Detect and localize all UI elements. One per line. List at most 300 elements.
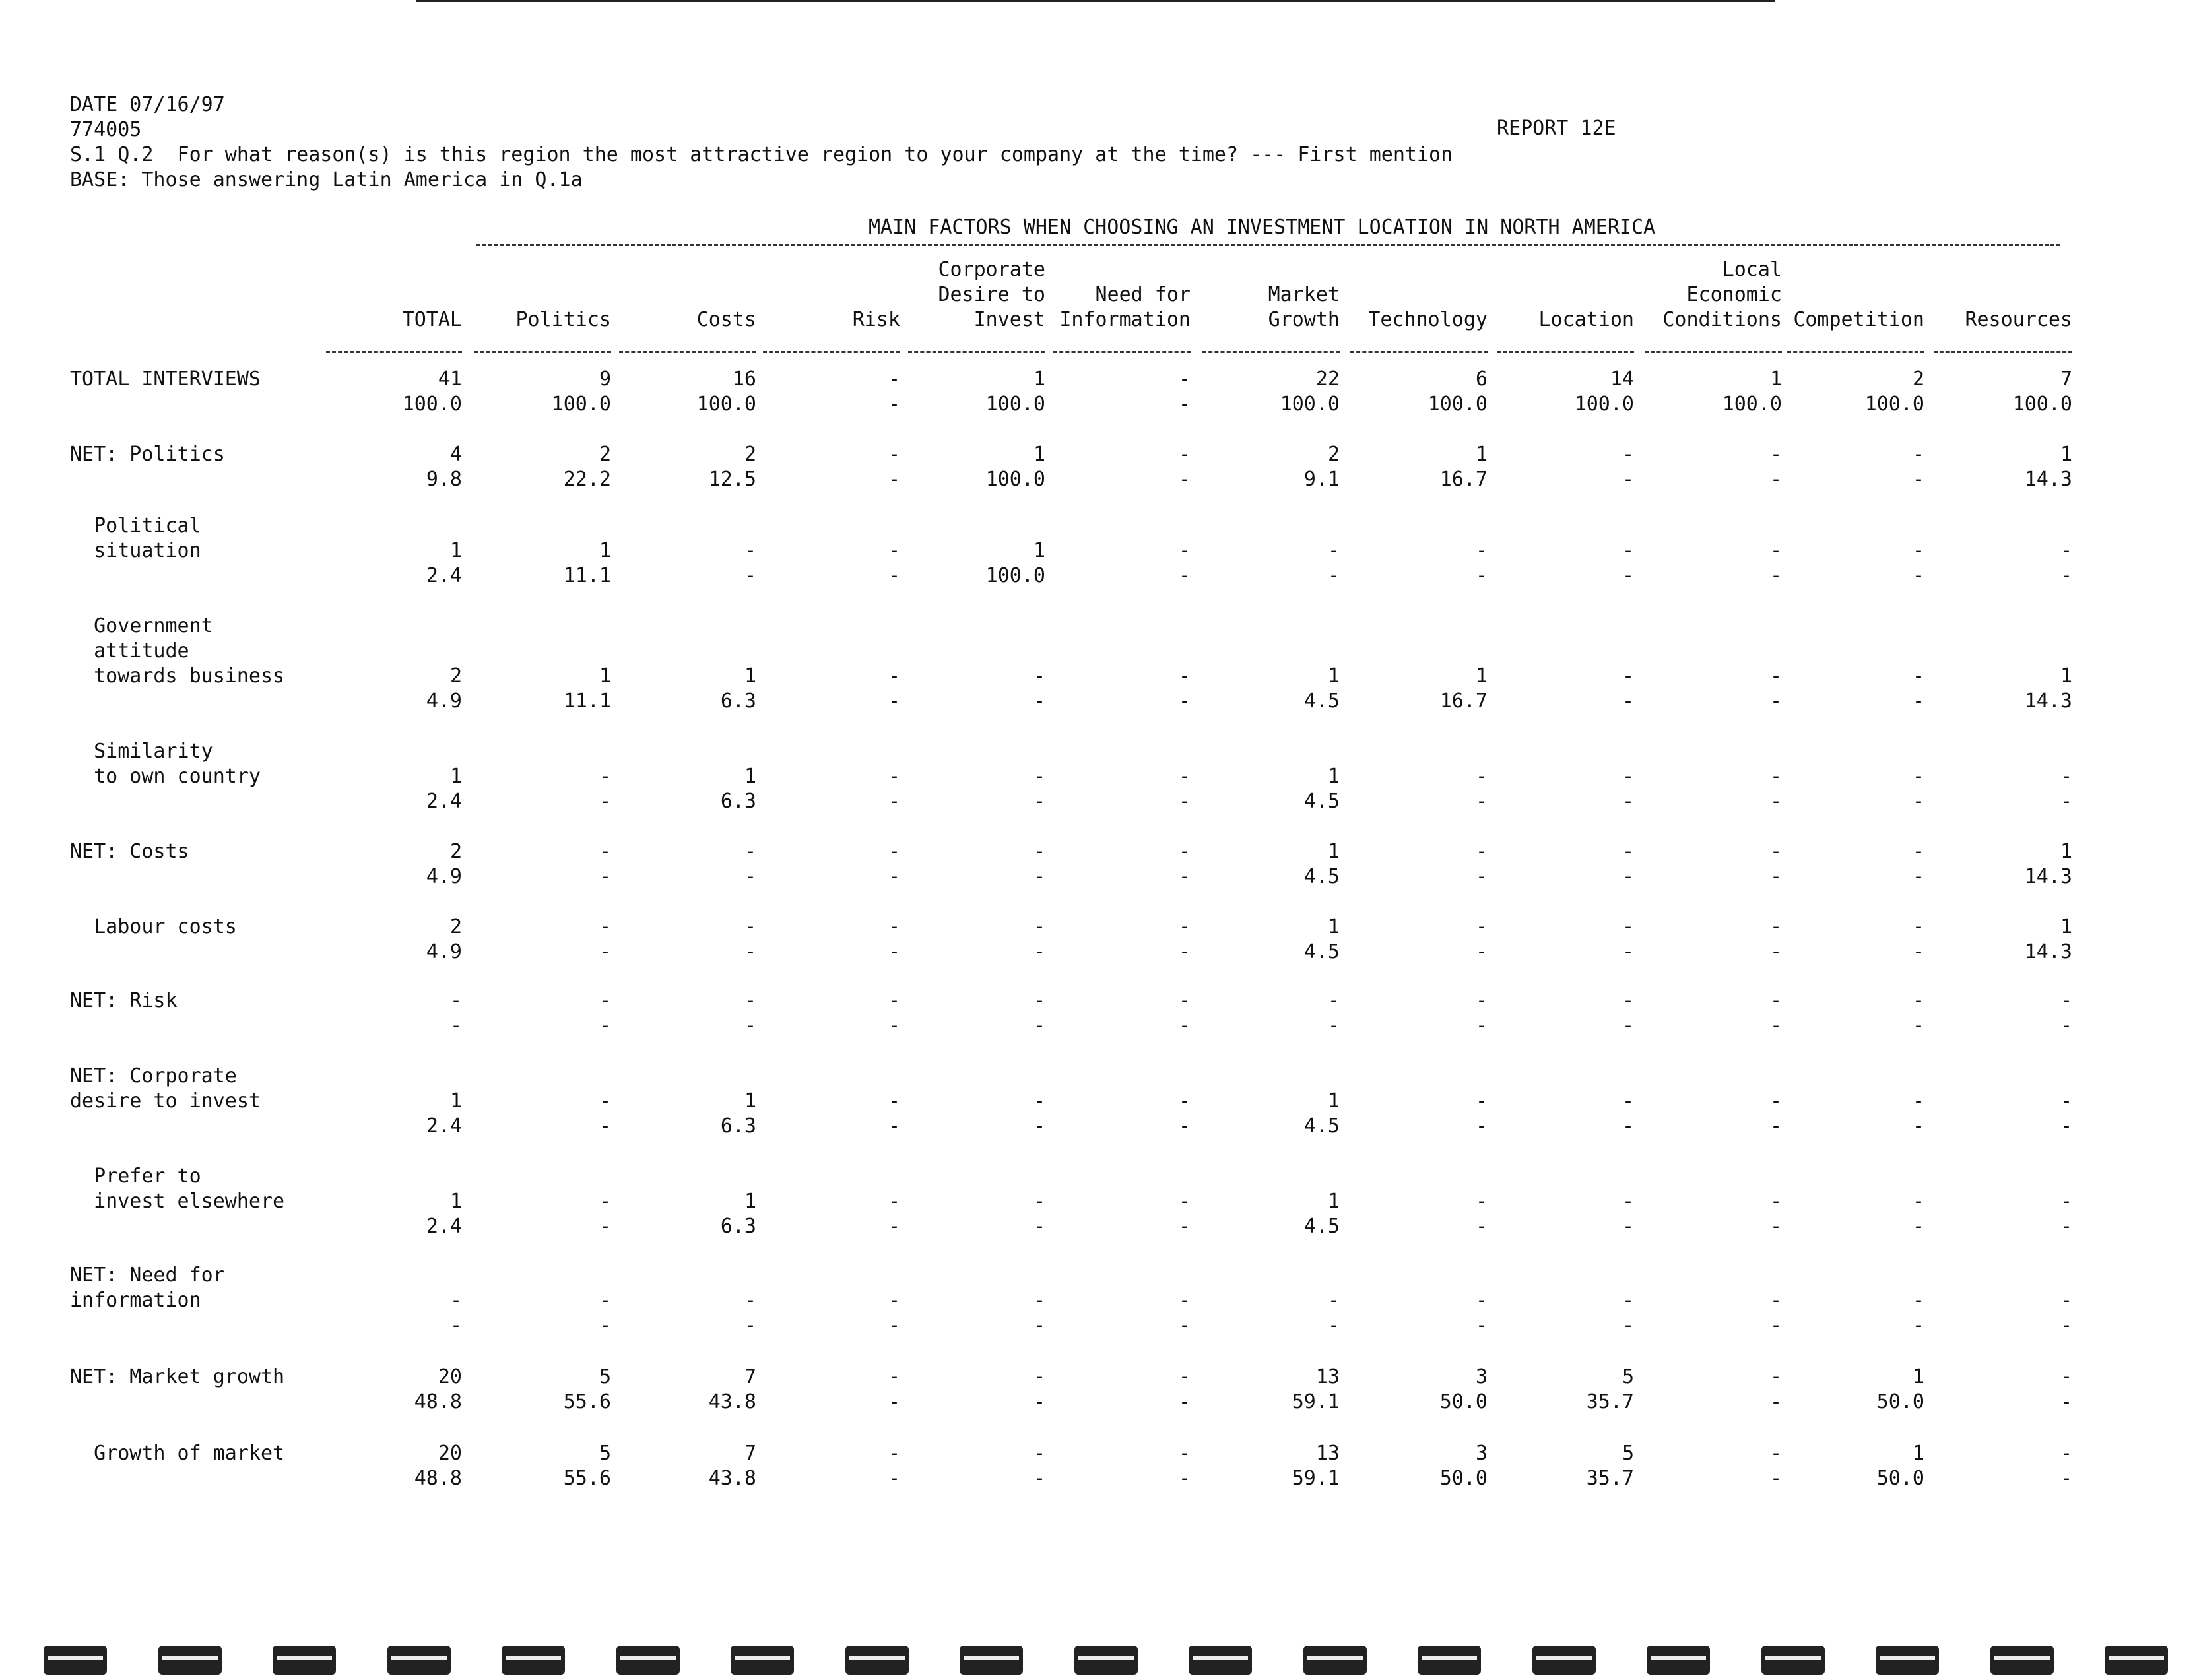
table-cell xyxy=(466,1441,611,1491)
table-cell xyxy=(1637,1288,1782,1338)
table-cell xyxy=(1489,442,1634,492)
cell-count: - xyxy=(1327,1289,1340,1312)
table-cell xyxy=(755,1089,900,1139)
cell-percent: - xyxy=(1178,1467,1191,1490)
cell-count: - xyxy=(888,664,900,688)
cell-count: - xyxy=(2060,1089,2072,1113)
column-header-rule xyxy=(326,351,462,353)
cell-count: 5 xyxy=(599,1442,611,1465)
table-cell xyxy=(466,442,611,492)
cell-percent: - xyxy=(1622,1215,1634,1238)
question-text: S.1 Q.2 For what reason(s) is this region the most attractive region to your company at the time? --- First mention xyxy=(70,143,1453,166)
table-cell xyxy=(1195,1441,1340,1491)
cell-percent: - xyxy=(888,790,900,813)
table-cell xyxy=(1195,1189,1340,1239)
cell-count: 2 xyxy=(1912,368,1924,391)
cell-percent: - xyxy=(1769,690,1782,713)
cell-percent: - xyxy=(1178,1390,1191,1413)
cell-percent: 4.5 xyxy=(1303,690,1340,713)
cell-count: - xyxy=(888,443,900,466)
cell-count: 6 xyxy=(1475,368,1488,391)
table-cell xyxy=(317,1365,462,1415)
cell-count: 1 xyxy=(2060,840,2072,863)
table-cell xyxy=(755,367,900,417)
table-cell xyxy=(1342,442,1488,492)
table-cell xyxy=(1927,664,2072,714)
row-label-line: situation xyxy=(70,539,201,562)
cell-percent: - xyxy=(1622,865,1634,888)
cell-count: - xyxy=(599,989,611,1012)
column-header xyxy=(1168,282,1340,333)
table-cell xyxy=(1195,988,1340,1039)
table-cell xyxy=(1637,538,1782,589)
cell-count: - xyxy=(1033,989,1045,1012)
cell-count: - xyxy=(1622,443,1634,466)
table-cell xyxy=(1927,839,2072,889)
table-cell xyxy=(1342,1365,1488,1415)
cell-percent: - xyxy=(1912,1115,1924,1138)
cell-percent: - xyxy=(1622,1314,1634,1337)
cell-count: 1 xyxy=(2060,443,2072,466)
table-cell xyxy=(466,915,611,965)
cell-count: - xyxy=(1622,915,1634,938)
table-cell xyxy=(1342,367,1488,417)
cell-count: 1 xyxy=(449,1190,462,1213)
cell-count: - xyxy=(1912,1089,1924,1113)
column-header-line: TOTAL xyxy=(402,308,462,331)
cell-percent: - xyxy=(1622,1115,1634,1138)
cell-count: - xyxy=(599,1289,611,1312)
cell-count: - xyxy=(2060,989,2072,1012)
cell-percent: 2.4 xyxy=(426,1215,462,1238)
cell-count: - xyxy=(2060,539,2072,562)
cell-count: - xyxy=(599,915,611,938)
table-cell xyxy=(1195,915,1340,965)
column-header-line: Economic xyxy=(1686,283,1782,306)
cell-percent: - xyxy=(1769,564,1782,587)
table-cell xyxy=(466,1089,611,1139)
feed-hole xyxy=(960,1646,1023,1675)
cell-count: - xyxy=(1912,989,1924,1012)
cell-count: - xyxy=(1769,1289,1782,1312)
cell-percent: - xyxy=(599,865,611,888)
cell-count: - xyxy=(744,539,756,562)
cell-percent: 43.8 xyxy=(708,1390,756,1413)
table-cell xyxy=(1342,1441,1488,1491)
table-cell xyxy=(900,839,1045,889)
cell-count: 9 xyxy=(599,368,611,391)
table-cell xyxy=(1489,367,1634,417)
table-cell xyxy=(1045,988,1191,1039)
cell-count: - xyxy=(888,1190,900,1213)
feed-hole xyxy=(2105,1646,2168,1675)
cell-count: - xyxy=(1033,1365,1045,1388)
cell-count: - xyxy=(1178,1190,1191,1213)
cell-count: 5 xyxy=(599,1365,611,1388)
cell-count: 1 xyxy=(1033,443,1045,466)
cell-percent: 55.6 xyxy=(563,1467,611,1490)
cell-count: 3 xyxy=(1475,1365,1488,1388)
table-cell xyxy=(611,988,756,1039)
feed-hole xyxy=(387,1646,451,1675)
row-label xyxy=(70,1064,261,1114)
table-cell xyxy=(1342,1288,1488,1338)
row-label xyxy=(70,1441,284,1466)
cell-count: 7 xyxy=(2060,368,2072,391)
cell-count: 22 xyxy=(1315,368,1340,391)
column-header xyxy=(1019,282,1191,333)
cell-percent: 4.5 xyxy=(1303,790,1340,813)
table-cell xyxy=(466,367,611,417)
cell-percent: - xyxy=(1475,940,1488,963)
cell-count: - xyxy=(1912,765,1924,788)
row-label xyxy=(70,1365,284,1390)
cell-count: - xyxy=(1769,443,1782,466)
report-id: REPORT 12E xyxy=(1497,117,1616,140)
cell-percent: - xyxy=(2060,1215,2072,1238)
cell-percent: - xyxy=(2060,790,2072,813)
cell-count: 1 xyxy=(744,664,756,688)
row-label xyxy=(70,988,178,1014)
cell-count: 2 xyxy=(744,443,756,466)
table-cell xyxy=(900,442,1045,492)
cell-count: 41 xyxy=(438,368,462,391)
column-header-line: Need for xyxy=(1095,283,1191,306)
cell-percent: - xyxy=(1033,1115,1045,1138)
table-cell xyxy=(1045,915,1191,965)
cell-count: - xyxy=(1769,915,1782,938)
cell-count: - xyxy=(1769,1442,1782,1465)
cell-percent: 59.1 xyxy=(1292,1467,1340,1490)
cell-percent: 100.0 xyxy=(402,393,462,416)
cell-percent: 6.3 xyxy=(720,1115,756,1138)
cell-count: 1 xyxy=(1475,443,1488,466)
table-cell xyxy=(1779,1288,1924,1338)
column-header-rule xyxy=(1053,351,1191,353)
cell-count: - xyxy=(888,765,900,788)
table-cell xyxy=(611,1189,756,1239)
table-cell xyxy=(1779,538,1924,589)
cell-count: - xyxy=(2060,1289,2072,1312)
row-label-line: to own country xyxy=(70,765,261,788)
cell-percent: 22.2 xyxy=(563,468,611,491)
cell-count: - xyxy=(1912,443,1924,466)
column-header-line: Competition xyxy=(1793,308,1924,331)
cell-percent: - xyxy=(1475,1115,1488,1138)
cell-count: 2 xyxy=(599,443,611,466)
cell-count: 1 xyxy=(1327,1089,1340,1113)
cell-count: 2 xyxy=(449,840,462,863)
column-header-rule xyxy=(619,351,756,353)
table-cell xyxy=(1195,1365,1340,1415)
cell-count: 14 xyxy=(1610,368,1634,391)
cell-count: - xyxy=(888,989,900,1012)
cell-count: - xyxy=(1178,1289,1191,1312)
table-cell xyxy=(1342,915,1488,965)
cell-percent: - xyxy=(1912,940,1924,963)
table-cell xyxy=(317,1089,462,1139)
cell-percent: - xyxy=(1178,393,1191,416)
column-header-line: Desire to xyxy=(938,283,1045,306)
cell-percent: - xyxy=(1912,564,1924,587)
cell-percent: 11.1 xyxy=(563,564,611,587)
cell-count: - xyxy=(1475,765,1488,788)
row-label-line: Growth of market xyxy=(70,1442,285,1465)
feed-hole xyxy=(273,1646,336,1675)
table-cell xyxy=(317,442,462,492)
cell-percent: - xyxy=(1769,940,1782,963)
cell-count: - xyxy=(1769,1365,1782,1388)
cell-percent: 48.8 xyxy=(414,1390,462,1413)
cell-percent: - xyxy=(1912,1314,1924,1337)
cell-percent: - xyxy=(1769,790,1782,813)
table-cell xyxy=(1779,1089,1924,1139)
table-cell xyxy=(317,1189,462,1239)
cell-percent: 100.0 xyxy=(1864,393,1924,416)
cell-percent: 100.0 xyxy=(985,564,1045,587)
table-cell xyxy=(317,1441,462,1491)
table-cell xyxy=(611,1365,756,1415)
cell-percent: - xyxy=(744,1314,756,1337)
table-cell xyxy=(1045,1189,1191,1239)
cell-percent: - xyxy=(1475,1314,1488,1337)
column-header-line: Conditions xyxy=(1662,308,1782,331)
table-cell xyxy=(1342,538,1488,589)
cell-percent: 43.8 xyxy=(708,1467,756,1490)
table-cell xyxy=(1779,764,1924,814)
table-cell xyxy=(755,915,900,965)
cell-count: - xyxy=(599,1190,611,1213)
row-label-line: invest elsewhere xyxy=(70,1190,285,1213)
table-cell xyxy=(611,664,756,714)
cell-count: - xyxy=(888,1289,900,1312)
cell-count: - xyxy=(1912,664,1924,688)
table-cell xyxy=(900,1288,1045,1338)
cell-count: 5 xyxy=(1622,1365,1634,1388)
column-header-rule xyxy=(1645,351,1782,353)
table-cell xyxy=(1489,1189,1634,1239)
column-header-line: Market xyxy=(1268,283,1340,306)
cell-percent: - xyxy=(1178,940,1191,963)
cell-count: - xyxy=(1033,1442,1045,1465)
feed-hole xyxy=(1189,1646,1252,1675)
table-cell xyxy=(755,664,900,714)
cell-count: 1 xyxy=(2060,915,2072,938)
table-cell xyxy=(1195,764,1340,814)
cell-percent: 4.5 xyxy=(1303,1115,1340,1138)
cell-count: - xyxy=(1622,1089,1634,1113)
cell-percent: - xyxy=(888,468,900,491)
cell-percent: 16.7 xyxy=(1439,468,1488,491)
cell-count: 1 xyxy=(1327,765,1340,788)
table-cell xyxy=(1637,764,1782,814)
cell-percent: 14.3 xyxy=(2024,940,2072,963)
column-header xyxy=(1316,307,1488,333)
table-cell xyxy=(1489,988,1634,1039)
cell-count: - xyxy=(1033,915,1045,938)
table-cell xyxy=(317,664,462,714)
table-cell xyxy=(317,1288,462,1338)
table-cell xyxy=(1195,538,1340,589)
table-cell xyxy=(1637,664,1782,714)
cell-percent: 4.9 xyxy=(426,940,462,963)
column-header-rule xyxy=(763,351,900,353)
cell-percent: - xyxy=(1475,564,1488,587)
column-header-rule xyxy=(908,351,1045,353)
table-cell xyxy=(1637,1365,1782,1415)
cell-percent: 6.3 xyxy=(720,790,756,813)
table-cell xyxy=(755,1365,900,1415)
table-cell xyxy=(317,538,462,589)
cell-count: - xyxy=(888,1365,900,1388)
row-label-line: Prefer to xyxy=(70,1165,201,1188)
table-cell xyxy=(1045,664,1191,714)
cell-count: - xyxy=(744,1289,756,1312)
table-cell xyxy=(1045,1441,1191,1491)
column-header-rule xyxy=(474,351,611,353)
cell-count: 1 xyxy=(1327,915,1340,938)
cell-percent: - xyxy=(1178,1314,1191,1337)
column-header-line: Technology xyxy=(1368,308,1488,331)
row-label-line: Government xyxy=(70,614,213,637)
cell-count: - xyxy=(1178,765,1191,788)
cell-percent: 14.3 xyxy=(2024,865,2072,888)
cell-percent: - xyxy=(1622,940,1634,963)
cell-count: - xyxy=(1769,1089,1782,1113)
cell-count: - xyxy=(1475,1190,1488,1213)
cell-percent: 16.7 xyxy=(1439,690,1488,713)
feed-hole xyxy=(1418,1646,1481,1675)
cell-count: - xyxy=(744,915,756,938)
table-cell xyxy=(1489,538,1634,589)
cell-count: - xyxy=(1475,840,1488,863)
row-label xyxy=(70,442,225,467)
column-header-line: Politics xyxy=(515,308,611,331)
cell-count: - xyxy=(1912,539,1924,562)
cell-percent: - xyxy=(1912,790,1924,813)
cell-percent: - xyxy=(2060,564,2072,587)
cell-count: 1 xyxy=(744,1190,756,1213)
table-cell xyxy=(1045,442,1191,492)
row-label-line: Labour costs xyxy=(70,915,237,938)
cell-count: - xyxy=(1178,1442,1191,1465)
cell-count: 1 xyxy=(1769,368,1782,391)
cell-percent: 2.4 xyxy=(426,790,462,813)
cell-percent: - xyxy=(1769,1014,1782,1037)
cell-percent: - xyxy=(599,1014,611,1037)
table-cell xyxy=(1927,367,2072,417)
cell-percent: - xyxy=(888,690,900,713)
cell-percent: 35.7 xyxy=(1586,1467,1634,1490)
table-cell xyxy=(317,764,462,814)
column-header-rule xyxy=(1350,351,1488,353)
cell-count: 2 xyxy=(449,664,462,688)
cell-percent: - xyxy=(1033,940,1045,963)
table-cell xyxy=(1195,442,1340,492)
column-header-line: Growth xyxy=(1268,308,1340,331)
table-cell xyxy=(1489,1288,1634,1338)
table-cell xyxy=(466,1189,611,1239)
cell-percent: - xyxy=(744,564,756,587)
cell-count: 1 xyxy=(1033,368,1045,391)
column-header-line: Risk xyxy=(852,308,900,331)
column-header xyxy=(290,307,462,333)
cell-count: - xyxy=(1622,989,1634,1012)
table-cell xyxy=(900,1441,1045,1491)
cell-percent: - xyxy=(1178,468,1191,491)
cell-percent: 4.5 xyxy=(1303,865,1340,888)
table-cell xyxy=(1637,1441,1782,1491)
cell-percent: 100.0 xyxy=(2012,393,2072,416)
table-cell xyxy=(755,839,900,889)
row-label-line: NET: Costs xyxy=(70,840,189,863)
table-cell xyxy=(1637,839,1782,889)
row-label-line: attitude xyxy=(70,639,189,662)
cell-percent: - xyxy=(599,1215,611,1238)
column-header-line: Corporate xyxy=(938,258,1045,281)
cell-count: 1 xyxy=(744,1089,756,1113)
feed-hole xyxy=(1074,1646,1138,1675)
column-header xyxy=(1462,307,1634,333)
cell-percent: - xyxy=(1622,1014,1634,1037)
row-label-line: NET: Risk xyxy=(70,989,178,1012)
table-cell xyxy=(1779,367,1924,417)
table-cell xyxy=(466,664,611,714)
cell-count: 1 xyxy=(1912,1365,1924,1388)
cell-percent: - xyxy=(1033,1390,1045,1413)
table-cell xyxy=(1489,1365,1634,1415)
table-cell xyxy=(755,1441,900,1491)
feed-hole xyxy=(1647,1646,1710,1675)
cell-count: - xyxy=(1769,664,1782,688)
cell-count: - xyxy=(1912,840,1924,863)
feed-hole xyxy=(1532,1646,1596,1675)
table-cell xyxy=(900,1189,1045,1239)
cell-percent: - xyxy=(1912,690,1924,713)
table-cell xyxy=(611,764,756,814)
table-cell xyxy=(1045,367,1191,417)
cell-percent: 4.9 xyxy=(426,865,462,888)
cell-percent: - xyxy=(1178,790,1191,813)
cell-percent: 100.0 xyxy=(551,393,611,416)
cell-percent: - xyxy=(1327,1314,1340,1337)
row-label xyxy=(70,513,201,564)
table-cell xyxy=(1195,839,1340,889)
cell-count: - xyxy=(1769,989,1782,1012)
table-cell xyxy=(900,538,1045,589)
table-cell xyxy=(900,915,1045,965)
cell-count: - xyxy=(888,368,900,391)
row-label-line: TOTAL INTERVIEWS xyxy=(70,368,261,391)
cell-percent: - xyxy=(1769,1115,1782,1138)
table-cell xyxy=(1489,915,1634,965)
table-cell xyxy=(755,538,900,589)
cell-percent: 6.3 xyxy=(720,1215,756,1238)
cell-count: - xyxy=(1033,1190,1045,1213)
cell-count: 1 xyxy=(1327,1190,1340,1213)
cell-percent: 4.9 xyxy=(426,690,462,713)
job-number: 774005 xyxy=(70,118,142,141)
cell-count: - xyxy=(1178,539,1191,562)
feed-hole xyxy=(1303,1646,1367,1675)
cell-percent: 50.0 xyxy=(1876,1390,1924,1413)
table-cell xyxy=(755,442,900,492)
cell-percent: 59.1 xyxy=(1292,1390,1340,1413)
row-label-line: information xyxy=(70,1289,201,1312)
cell-percent: - xyxy=(888,1314,900,1337)
cell-percent: 100.0 xyxy=(985,468,1045,491)
table-cell xyxy=(1927,442,2072,492)
